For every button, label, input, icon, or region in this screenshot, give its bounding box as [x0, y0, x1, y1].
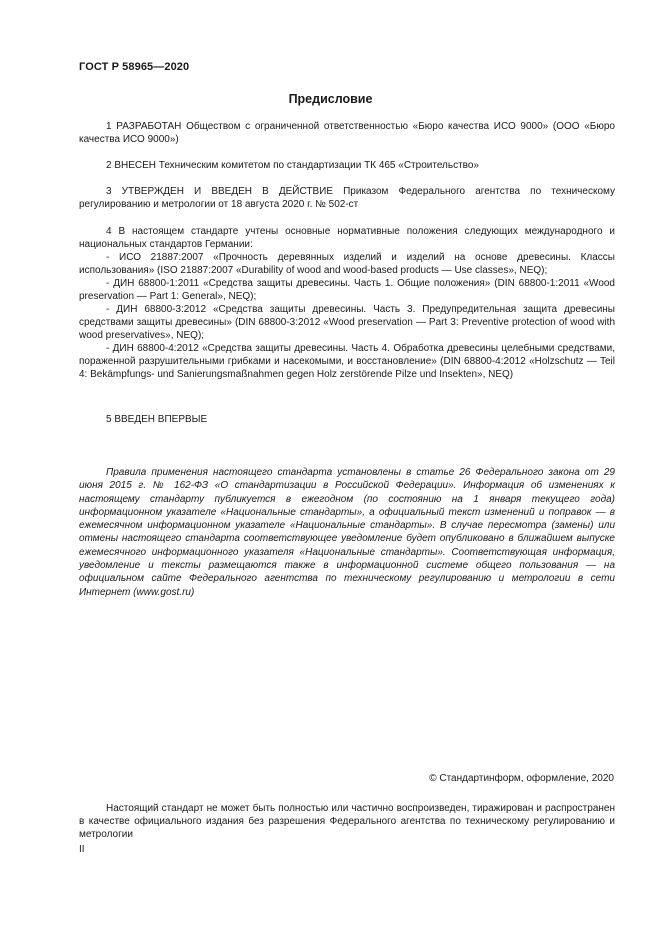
- copyright-line: © Стандартинформ, оформление, 2020: [429, 773, 614, 784]
- page-number: II: [79, 844, 85, 855]
- page-title: Предисловие: [288, 92, 373, 106]
- standard-reference-item: - ДИН 68800-3:2012 «Средства защиты древесины. Часть 3. Предупредительная защита древесины средствами защиты древесины» (DIN 68800-3:2012 «Wood preservation — Part 3: Preventive protection of wood with wood preservatives», NEQ);: [79, 304, 615, 341]
- section-1: 1 РАЗРАБОТАН Обществом с ограниченной ответственностью «Бюро качества ИСО 9000» (ООО «Бюро качества ИСО 9000»): [79, 121, 615, 145]
- reproduction-notice: Настоящий стандарт не может быть полностью или частично воспроизведен, тиражирован и распространен в качестве официального издания без разрешения Федерального агентства по техническому регулированию и метрологии: [79, 803, 615, 840]
- section-5: 5 ВВЕДЕН ВПЕРВЫЕ: [106, 414, 208, 425]
- standard-reference-item: - ДИН 68800-1:2011 «Средства защиты древесины. Часть 1. Общие положения» (DIN 68800-1:2011 «Wood preservation — Part 1: General», NEQ);: [79, 278, 615, 302]
- rules-notice: Правила применения настоящего стандарта установлены в статье 26 Федерального закона от 29 июня 2015 г. № 162-ФЗ «О стандартизации в Российской Федерации». Информация об изменениях к настоящему стандарту публикуется в ежегодном (по состоянию на 1 января текущего года) информационном указателе «Национальные стандарты», а официальный текст изменений и поправок — в ежемесячном информационном указателе «Национальные стандарты». В случае пересмотра (замены) или отмены настоящего стандарта соответствующее уведомление будет опубликовано в ближайшем выпуске ежемесячного информационного указателя «Национальные стандарты». Соответствующая информация, уведомление и тексты размещаются также в информационной системе общего пользования — на официальном сайте Федерального агентства по техническому регулированию и метрологии в сети Интернет (www.gost.ru): [79, 467, 615, 598]
- section-4: [79, 225, 615, 381]
- section-2: 2 ВНЕСЕН Техническим комитетом по стандартизации ТК 465 «Строительство»: [106, 160, 479, 171]
- section-4-intro: 4 В настоящем стандарте учтены основные нормативные положения следующих международного и национальных стандартов Германии:: [79, 226, 615, 250]
- standard-reference-item: - ДИН 68800-4:2012 «Средства защиты древесины. Часть 4. Обработка древесины целебными средствами, пораженной разрушительными грибками и насекомыми, и восстановление» (DIN 68800-4:2012 «Holzschutz — Teil 4: Bekämpfungs- und Sanierungsmaßnahmen gegen Holz zerstörende Pilze und Insekten», NEQ): [79, 343, 615, 380]
- standard-code: ГОСТ Р 58965—2020: [79, 61, 190, 73]
- section-3: 3 УТВЕРЖДЕН И ВВЕДЕН В ДЕЙСТВИЕ Приказом Федерального агентства по техническому регулированию и метрологии от 18 августа 2020 г. № 502-ст: [79, 186, 615, 210]
- standard-reference-item: - ИСО 21887:2007 «Прочность деревянных изделий и изделий на основе древесины. Классы использования» (ISO 21887:2007 «Durability of wood and wood-based products — Use classes», NEQ);: [79, 252, 615, 276]
